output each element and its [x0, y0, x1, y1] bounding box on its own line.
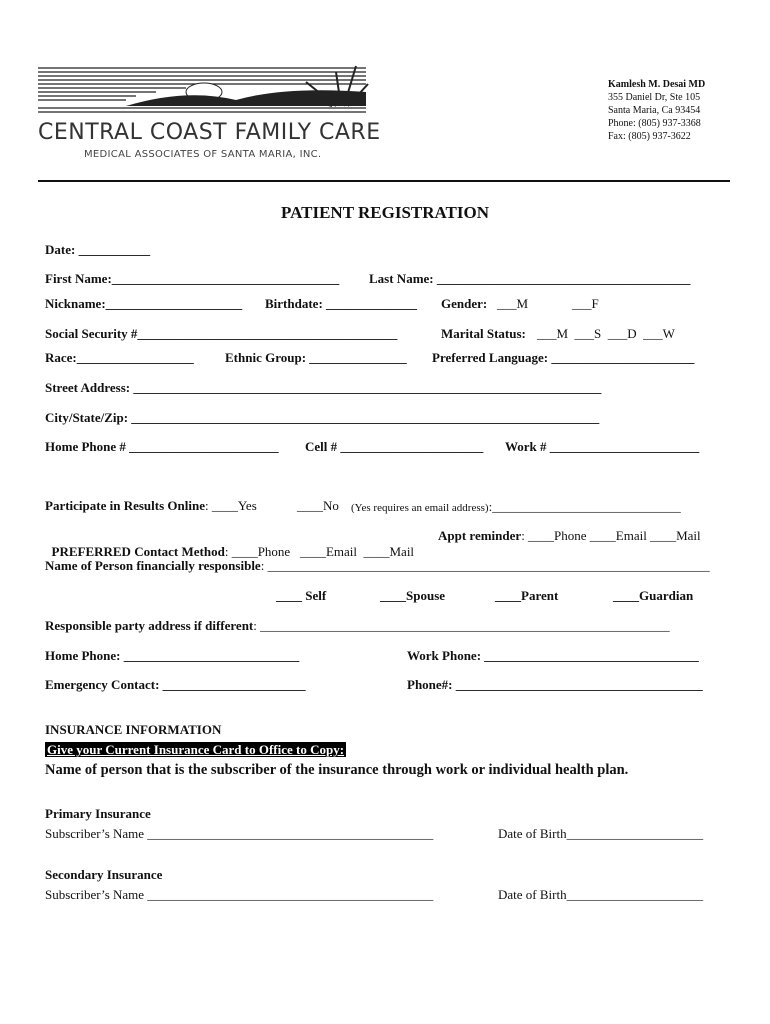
- secondary-dob-field[interactable]: Date of Birth_____________________: [498, 887, 704, 902]
- results-online-row: [45, 498, 257, 514]
- responsible-address-row: [45, 618, 670, 634]
- ssn-field[interactable]: Social Security #________________________________________: [45, 326, 398, 341]
- results-email-field[interactable]: :_____________________________: [488, 499, 681, 514]
- responsible-work-phone-field[interactable]: Work Phone: _________________________________: [407, 648, 699, 663]
- gender-m-option[interactable]: ___M: [497, 296, 529, 311]
- results-online-yes[interactable]: : ____Yes: [204, 498, 257, 513]
- relationship-self[interactable]: ____ Self: [276, 588, 327, 603]
- date-field[interactable]: Date: ___________: [45, 242, 151, 257]
- results-online-no[interactable]: ____No: [297, 498, 339, 513]
- financial-responsible-field[interactable]: : ____________________________________________________________________: [260, 558, 710, 573]
- relationship-spouse[interactable]: ____Spouse: [380, 588, 446, 603]
- header-divider: [38, 180, 730, 182]
- clinic-logo-graphic: [36, 62, 372, 128]
- secondary-subscriber-field[interactable]: Subscriber’s Name ____________________________________________: [45, 887, 434, 902]
- ethnic-group-field[interactable]: Ethnic Group: _______________: [225, 350, 407, 365]
- preferred-language-field[interactable]: Preferred Language: ______________________: [432, 350, 695, 365]
- first-name-field[interactable]: First Name:___________________________________: [45, 271, 340, 286]
- address-phone: Phone: (805) 937-3368: [608, 118, 701, 129]
- financial-responsible-label: Name of Person financially responsible: [45, 558, 261, 573]
- contact-method-options[interactable]: : ____Phone ____Email ____Mail: [224, 544, 415, 559]
- primary-dob-field[interactable]: Date of Birth_____________________: [498, 826, 704, 841]
- results-online-label: Participate in Results Online: [45, 498, 205, 513]
- insurance-card-notice: [45, 742, 346, 758]
- marital-status-label: Marital Status:: [441, 326, 526, 341]
- insurance-card-highlight: Give your Current Insurance Card to Office to Copy:: [47, 742, 345, 757]
- work-phone-field[interactable]: Work # _______________________: [505, 439, 700, 454]
- clinic-subtitle: MEDICAL ASSOCIATES OF SANTA MARIA, INC.: [84, 149, 322, 160]
- marital-status-options[interactable]: ___M ___S ___D ___W: [537, 326, 675, 341]
- nickname-field[interactable]: Nickname:_____________________: [45, 296, 243, 311]
- emergency-phone-field[interactable]: Phone#: ______________________________________: [407, 677, 703, 692]
- contact-method-row: [45, 528, 414, 560]
- results-online-note: (Yes requires an email address): [351, 502, 489, 514]
- primary-insurance-label: Primary Insurance: [45, 806, 151, 821]
- secondary-insurance-label: Secondary Insurance: [45, 867, 163, 882]
- last-name-field[interactable]: Last Name: _______________________________________: [369, 271, 691, 286]
- appt-reminder-options[interactable]: : ____Phone ____Email ____Mail: [521, 528, 701, 543]
- cell-phone-field[interactable]: Cell # ______________________: [305, 439, 484, 454]
- birthdate-field[interactable]: Birthdate: ______________: [265, 296, 418, 311]
- responsible-address-label: Responsible party address if different: [45, 618, 254, 633]
- relationship-guardian[interactable]: ____Guardian: [613, 588, 694, 603]
- contact-method-label: PREFERRED Contact Method: [51, 544, 225, 559]
- responsible-address-field[interactable]: : _______________________________________________________________: [253, 618, 670, 633]
- gender-f-option[interactable]: ___F: [572, 296, 599, 311]
- clinic-name: CENTRAL COAST FAMILY CARE: [38, 120, 381, 145]
- address-city: Santa Maria, Ca 93454: [608, 105, 701, 116]
- clinic-address-block: [608, 78, 705, 143]
- street-address-field[interactable]: Street Address: ________________________________________________________________________: [45, 380, 602, 395]
- insurance-heading: INSURANCE INFORMATION: [45, 722, 222, 737]
- appt-reminder-row: [438, 528, 701, 544]
- subscriber-note: Name of person that is the subscriber of the insurance through work or individual health plan.: [45, 762, 629, 778]
- emergency-contact-field[interactable]: Emergency Contact: ______________________: [45, 677, 306, 692]
- results-online-note-row: [351, 498, 681, 516]
- page-title: PATIENT REGISTRATION: [281, 203, 489, 222]
- appt-reminder-label: Appt reminder: [438, 528, 522, 543]
- address-street: 355 Daniel Dr, Ste 105: [608, 92, 701, 103]
- doctor-name: Kamlesh M. Desai MD: [608, 79, 706, 90]
- race-field[interactable]: Race:__________________: [45, 350, 194, 365]
- responsible-home-phone-field[interactable]: Home Phone: ___________________________: [45, 648, 300, 663]
- gender-label: Gender:: [441, 296, 488, 311]
- relationship-parent[interactable]: ____Parent: [495, 588, 559, 603]
- home-phone-field[interactable]: Home Phone # _______________________: [45, 439, 279, 454]
- primary-subscriber-field[interactable]: Subscriber’s Name ____________________________________________: [45, 826, 434, 841]
- city-state-zip-field[interactable]: City/State/Zip: ________________________________________________________________________: [45, 410, 600, 425]
- financial-responsible-row: [45, 558, 710, 574]
- address-fax: Fax: (805) 937-3622: [608, 131, 691, 142]
